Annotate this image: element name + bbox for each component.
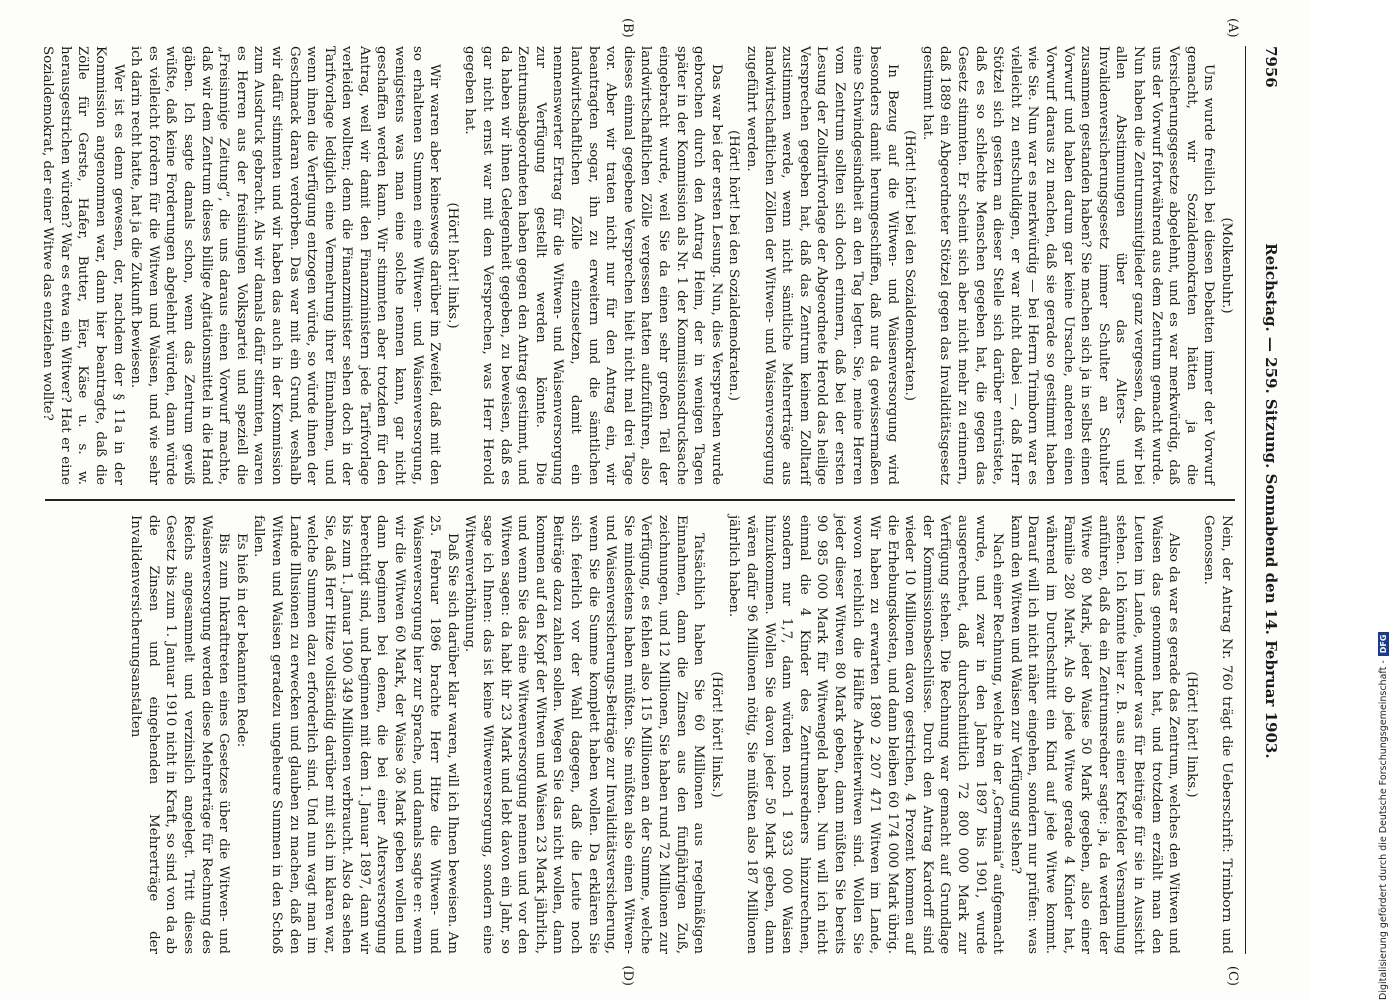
paragraph: Also da war es gerade das Zentrum, welches den Witwen und Waisen das genommen hat, und trotzdem erzählt man den Leuten im Lande, wunder was für Beiträge für sie in Aussicht stehen. Ich könnte hier z. B. aus einer Krefelder Versammlung anführen, daß da ein Zentrumsredner sagte: ja, da werden der Witwe 80 Mark, jeder Waise 50 Mark gegeben, also einer Familie 280 Mark. Als ob jede Witwe gerade 4 Kinder hat, während im Durchschnitt ein Kind auf jede Witwe kommt. Darauf will ich nicht näher eingehen, sondern nur prüfen: was kann den Witwen und Waisen zur Verfügung stehen? [1007, 515, 1182, 954]
paragraph: Wir waren aber keineswegs darüber im Zweifel, daß mit den so erhaltenen Summen eine Witwen- und Waisenversorgung, wenigstens was man eine solche nennen kann, gar nicht geschaffen werden kann. Wir stimmten aber trotzdem für den Antrag, weil wir damit den Finanzministern jede Tarifvorlage verleiden wollten; denn die Finanzminister sehen doch in der Tarifvorlage lediglich eine Vermehrung ihrer Einnahmen, und wenn ihnen die Verfügung entzogen würde, so würde ihnen der Geschmack daran verdorben. Das war mit ein Grund, weshalb wir dafür stimmten und wir haben das auch in der Kommission zum Ausdruck gebracht. Als wir damals dafür stimmten, waren es Herren aus der freisinnigen Volkspartei und speziell die „Freisinnige Zeitung“, die uns daraus einen Vorwurf machte, daß wir dem Zentrum dieses billige Agitationsmittel in die Hand gäben. Ich sagte damals schon, wenn das Zentrum gewiß wüßte, daß keine Forderungen abgelehnt würden, dann würde es vielleicht fordern für die Witwen und Waisen, und wie sehr ich darin recht hatte, hat ja die Zukunft bewiesen. [128, 46, 443, 485]
speaker-name: (Molkenbuhr.) [1219, 217, 1234, 314]
page-number: 7956 [1262, 46, 1280, 88]
margin-mark-b: (B) [620, 18, 635, 38]
paragraph: Es hieß in der bekannten Rede: [233, 533, 249, 748]
interjection: (Hört! hört! links.) [708, 671, 724, 798]
credit-text: Digitalisierung gefördert durch die Deutsche Forschungsgemeinschaft - [1378, 660, 1389, 1000]
paragraph: Das war bei der ersten Lesung. Nun, dies Versprechen wurde gebrochen durch den Antrag Heim, der in wenigen Tagen später in der Kommission als Nr. 1 der Kommissionsdrucksache eingebracht wurde, weil Sie da einen sehr großen Teil der landwirtschaftlichen Zölle vergessen hatten aufzuführen, also dieses einmal gegebene Versprechen hielt nicht mal drei Tage vor. Aber wir traten nicht nur für den Antrag ein, wir beantragten sogar, ihn zu erweitern und die sämtlichen landwirtschaftlichen Zölle einzusetzen, damit ein nennenswerter Ertrag für die Witwen- und Waisenversorgung zur Verfügung gestellt werden könnte. Die Zentrumsabgeordneten haben gegen den Antrag gestimmt, und da haben wir ihnen Gelegenheit gegeben, zu beweisen, daß es gar nicht ernst war mit dem Versprechen, was Herr Herold gegeben hat. [462, 46, 724, 485]
header-rule [1245, 46, 1246, 954]
interjection: (Hört! hört! links.) [1183, 671, 1199, 798]
interjection: (Hört! hört! bei den Sozialdemokraten.) [726, 130, 742, 401]
margin-mark-d: (D) [620, 965, 635, 986]
paragraph: Nein, der Antrag Nr. 760 trägt die Ueberschrift: Trimborn und Genossen. [1201, 515, 1234, 954]
paragraph: Wer ist es denn gewesen, der, nachdem der § 11a in der Kommission angenommen war, dann hier beantragte, daß die Zölle für Gerste, Hafer, Butter, Eier, Käse u. s. w. herausgestrichen würden? War es etwa ein Witwer? Hat er eine Sozialdemokrat, der einer Witwe das entziehen wollte? [40, 46, 126, 485]
page-header [1250, 46, 1280, 954]
paragraph: Nach einer Rechnung, welche in der „Germania“ aufgemacht wurde, und zwar in den Jahren 1897 bis 1901, wurde ausgerechnet, daß durchschnittlich 72 800 000 Mark zur Verfügung stehen. Die Rechnung war gemacht auf Grundlage der Kommissionsbeschlüsse. Durch den Antrag Kardorff sind wieder 10 Millionen davon gestrichen, 4 Prozent kommen auf die Erhebungskosten, und dann bleiben 60 174 000 Mark übrig. Wir haben zu erwarten 1890 2 207 471 Witwen im Lande, wovon reichlich die Hälfte Arbeiterwitwen sind. Wollen Sie jeder dieser Witwen 80 Mark geben, dann müßten Sie bereits 90 985 000 Mark für Witwengeld haben. Nun will ich nicht einmal die 4 Kinder des Zentrumsredners hinzurechnen, sondern nur 1,7, dann würden noch 1 933 000 Waisen hinzukommen. Wollen Sie davon jeder 50 Mark geben, dann wären dafür 96 Millionen nötig, Sie müßten also 187 Millionen jährlich haben. [726, 515, 1006, 954]
interjection: (Hört! hört! links.) [444, 202, 460, 329]
margin-mark-c: (C) [1225, 965, 1240, 986]
digitization-credit [1378, 632, 1389, 1000]
margin-mark-a: (A) [1225, 18, 1240, 38]
paragraph: Daß Sie sich darüber klar waren, will ich Ihnen beweisen. Am 25. Februar 1896 brachte Herr Hitze die Witwen- und Waisenversorgung hier zur Sprache, und damals sagte er: wenn wir die Witwen 60 Mark, der Waise 36 Mark geben wollen und dann beginnen bei denen, die bei einer Altersversorgung berechtigt sind, und beginnen mit dem 1. Januar 1897, dann wir bis zum 1. Januar 1900 349 Millionen verbraucht. Also da sehen Sie, daß Herr Hitze vollständig darüber mit sich im klaren war, welche Summen dazu erforderlich sind. Und nun wagt man im Lande Illusionen zu erwecken und glauben zu machen, daß den Witwen und Waisen geradezu ungeheure Summen in den Schoß fallen. [251, 515, 460, 954]
text-columns [40, 46, 1235, 954]
interjection: (Hört! hört! bei den Sozialdemokraten.) [902, 130, 918, 401]
right-column [45, 515, 1235, 954]
column-divider [45, 499, 1235, 501]
left-column [40, 46, 1235, 485]
page-title: Reichstag. — 259. Sitzung. Sonnabend den 14. Februar 1903. [1262, 243, 1280, 759]
dfg-logo: DFG [1378, 632, 1389, 657]
paragraph: Bis zum Inkrafttreten eines Gesetzes über die Witwen- und Waisenversorgung werden diese Mehrerträge für Rechnung des Reichs angesammelt und verzinslich angelegt. Tritt dieses Gesetz bis zum 1. Januar 1910 nicht in Kraft, so sind von da ab die Zinsen und eingehenden Mehrerträge der Invalidenversicherungsanstalten [128, 515, 232, 954]
paragraph: Tatsächlich haben Sie 60 Millionen aus regelmäßigen Einnahmen, dann die Zinsen aus den fünfjährigen Zuß, zeichnungen, und 12 Millionen, Sie haben rund 72 Millionen zur Verfügung, es fehlen also 115 Millionen an der Summe, welche Sie mindestens haben müßten. Sie müßten also einen Witwen- und Waisenversicherungs-Beiträge zur Invaliditätsversicherung, wenn Sie die Summe komplett haben wollen. Da erklären Sie sich feierlich vor der Wahl dagegen, daß die Leute noch Beiträge dazu zahlen sollen. Wegen Sie das nicht wollen, dann kommen auf den Kopf der Witwen und Waisen 23 Mark jährlich, und wenn Sie das eine Witwenversorgung nennen und vor den Witwen sagen: da habt ihr 23 Mark und lebt davon ein Jahr, so sage ich Ihnen: das ist keine Witwenversorgung, sondern eine Witwenverhöhnung. [462, 515, 707, 954]
paragraph: In Bezug auf die Witwen- und Waisenversorgung wird besonders damit herumgeschiffen, daß nur da gewissermaßen eine Schwindgesindheit an den Tag legten. Sie, meine Herren vom Zentrum sollten sich doch erinnern, daß bei der ersten Lesung der Zolltarifvorlage der Abgeordnete Herold das heilige Versprechen gegeben hat, daß das Zentrum keinem Zolltarif zustimmen werde, wenn nicht sämtliche Mehrerträge aus landwirtschaftlichen Zöllen der Witwen- und Waisenversorgung zugeführt werden. [743, 46, 900, 485]
paragraph: Uns wurde freilich bei diesen Debatten immer der Vorwurf gemacht, wir Sozialdemokraten hätten ja die Versicherungsgesetze abgelehnt, und es war merkwürdig, daß uns der Vorwurf fortwährend aus dem Zentrum gemacht wurde. Nun haben die Zentrumsmitglieder ganz vergessen, daß wir bei allen Abstimmungen über das Alters- und Invalidenversicherungsgesetz immer Schulter an Schulter zusammen gestanden haben? Sie machen sich ja in selbst einen Vorwurf und haben darum gar keine Ursache, anderen einen Vorwurf daraus zu machen, daß sie gerade so gestimmt haben wie Sie. Nun war es merkwürdig — bei Herrn Trimborn war es vielleicht zu entschuldigen, er war nicht dabei —, daß Herr Stötzel sich gestern an dieser Stelle sich darüber entrüstete, daß es so schlechte Menschen gegeben hat, die gegen das Gesetz stimmten. Er scheint sich aber nicht mehr zu erinnern, daß 1889 ein Abgeordneter Stötzel gegen das Invaliditätsgesetz gestimmt hat. [919, 46, 1217, 485]
